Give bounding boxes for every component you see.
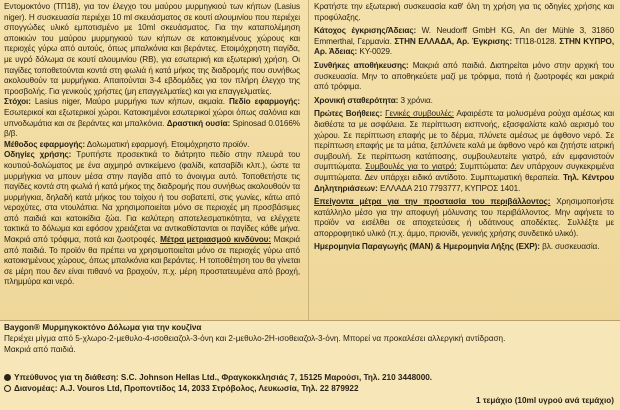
- stability-label: Χρονική σταθερότητα:: [314, 95, 399, 105]
- cyprus-label: ΣΤΗΝ ΚΥΠΡΟ, Αρ. Άδειας:: [314, 36, 614, 57]
- distributor-text: Διανομέας: A.J. Vouros Ltd, Προποντίδος 14, 2033 Στρόβολος, Λευκωσία, Τηλ. 22 879922: [14, 384, 359, 393]
- keep-packaging-text: Κρατήστε την εξωτερική συσκευασία καθ' όλη τη χρήση για τις οδηγίες χρήσης και προφύλαξης.: [314, 2, 614, 22]
- active-text: Spinosad 0.0166% β/β.: [4, 118, 300, 139]
- keep-away-text: Μακριά από παιδιά.: [4, 345, 76, 354]
- stability-text: 3 χρόνια.: [400, 95, 433, 105]
- method-text: Δολωματική εφαρμογή. Ετοιμόχρηστο προϊόν.: [86, 139, 250, 149]
- field-label: Πεδίο εφαρμογής:: [228, 97, 300, 107]
- quantity-text: 1 τεμάχιο (10ml υγρού ανά τεμάχιο): [476, 396, 614, 405]
- distributor-bullet-icon: [4, 385, 11, 392]
- first-aid-text: Αφαιρέστε τα μολυσμένα ρούχα αμέσως και διαθέστε τα με ασφάλεια. Σε περίπτωση εισπνοής, εξασφαλίστε καλό αερισμό του χώρου. Σε περίπτωση επαφής με το δέρμα, πλύνετε αμέσως με άφθονο νερό. Σε περίπτωση επαφής με τα μάτια, ξεπλύνετε καλά με άφθονο νερό και ζητήστε ιατρική συμβουλή. Σε περίπτωση κατάποσης, συμβουλευτείτε γιατρό, εάν εμφανιστούν συμπτώματα.: [314, 109, 614, 172]
- poison-center-text: ΕΛΛΑΔΑ 210 7793777, ΚΥΠΡΟΣ 1401.: [379, 183, 521, 193]
- doctor-advice-text: Συμπτώματα: Δεν υπάρχουν συγκεκριμένα συμπτώματα. Δεν υπάρχει ειδικό αντίδοτο. Συμπτωματική θεραπεία.: [314, 162, 614, 182]
- environment-text: Χρησιμοποιήστε κατάλληλο μέσο για την αποφυγή μόλυνσης του περιβάλλοντος. Μην αφήνετε το προϊόν να εισέλθει σε αποχετεύσεις ή υδάτινους αποδέκτες. Συλλέξτε με απορροφητικό υλικό (π.χ. άμμο, πριονίδι, γενικής χρήσης συνδετικό υλικό).: [314, 197, 614, 238]
- general-advice-label: Γενικές συμβουλές:: [385, 109, 454, 119]
- product-title: Baygon® Μυρμηγκοκτόνο Δόλωμα για την κουζίνα: [4, 323, 202, 332]
- instructions-label: Οδηγίες χρήσης:: [4, 150, 72, 160]
- targets-text: Lasius niger, Μαύρο μυρμήγκι των κήπων, ακμαία.: [34, 97, 225, 107]
- holder-text: W. Neudorff GmbH KG, An der Mühle 3, 31860 Emmerthal, Γερμανία.: [314, 26, 614, 46]
- cyprus-number: ΚΥ-0029.: [359, 47, 392, 57]
- right-column: [314, 2, 614, 253]
- poison-center-label: Τηλ. Κέντρου Δηλητηριάσεων:: [314, 172, 614, 193]
- greece-label: ΣΤΗΝ ΕΛΛΑΔΑ, Αρ. Έγκρισης:: [394, 36, 512, 46]
- holder-label: Κάτοχος έγκρισης/Άδειας:: [314, 26, 417, 36]
- active-label: Δραστική ουσία:: [166, 118, 231, 128]
- dates-label: Ημερομηνία Παραγωγής (ΜΑΝ) & Ημερομηνία Λήξης (EXP):: [314, 242, 540, 252]
- left-column: [4, 2, 300, 288]
- instructions-text: Τρυπήστε προσεκτικά το διάτρητο πεδίο στην πλευρά του κουτιού-δολώματος με ένα αιχμηρό αντικείμενο (φαλίδι, κατσαβίδι κλπ.), ώστε τα μυρμήγκια να μπουν μέσα στην παγίδα από το άνοιγμα αυτό. Τοποθετήστε τις παγίδες κοντά στη φωλιά ή κατά μήκος της διαδρομής που συνήθως ακολουθούν τα μυρμήγκια, δηλαδή κατά μήκος του τοίχου ή του σοβατεπί, στις γωνίες, κάτω από νεροχύτες, στα ντουλάπια. Να χρησιμοποιείται μόνο σε περιοχές μη προσβάσιμες από παιδιά και κατοικίδια ζώα. Για καλύτερη αποτελεσματικότητα, να ελέγχετε τακτικά το δόλωμα και εφόσον χρειάζεται να αντικαθίστανται οι παγίδες κάθε μήνα. Μακριά από τρόφιμα, ποτά και ζωοτροφές.: [4, 150, 301, 245]
- storage-text: Μακριά από παιδιά. Διατηρείται μόνο στην αρχική του συσκευασία. Μην το αποθηκεύετε μαζί με τρόφιμα, ποτά ή ζωοτροφές και μακριά από τρόφιμα.: [314, 60, 614, 92]
- contains-warning: Περιέχει μίγμα από 5-χλωρο-2-μεθυλο-4-ισοθειαζολ-3-όνη και 2-μεθυλο-2Η-ισοθειαζολ-3-όνη. Μπορεί να προκαλέσει αλλεργική αντίδραση.: [4, 334, 506, 343]
- product-description: Εντομοκτόνο (ΤΠ18), για τον έλεγχο του μαύρου μυρμηγκιού των κήπων (Lasius niger). Η συσκευασία περιέχει 10 ml σκευάσματος σε κουτί αλουμινίου που περιέχει σπογγώδες υλικό εμποτισμένο με 10ml σκευάσματος. Για την καταπολέμηση αποικιών του μαύρου μυρμηγκιού των κήπων σε κατοικημένους χώρους και περιοχές γύρω από αυτούς, όπως μπαλκόνια και βεράντες. Ετοιμόχρηστη παγίδα, με υγρό δόλωμα σε κουτί αλουμινίου (RB), για εσωτερική και εξωτερική χρήση. Οι παγίδες τοποθετούνται κοντά στη φωλιά ή κατά μήκος της διαδρομής που συνήθως ακολουθούν τα μυρμήγκια. Απαιτούνται 3-4 εβδομάδες για τον πλήρη έλεγχο της προσβολής. Για γενικούς χρήστες (μη επαγγελματίες) και για επαγγελματίες.: [4, 2, 300, 96]
- risk-text: Μακριά από παιδιά. Το προϊόν θα πρέπει να χρησιμοποιείται μόνο σε περιοχές γύρω από κατοικημένους χώρους, όπως μπαλκόνια και βεράντες. Η τοποθέτηση του θα γίνεται σε μέρη που δεν είναι πιθανό να βραχούν, π.χ. μέρη προστατευμένα από βροχή, πλημμύρα και νερό.: [4, 235, 301, 287]
- storage-label: Συνθήκες αποθήκευσης:: [314, 60, 409, 70]
- targets-label: Στόχοι:: [4, 97, 31, 107]
- responsible-bullet-icon: [4, 374, 11, 381]
- dates-text: βλ. συσκευασία.: [542, 242, 600, 252]
- environment-label: Επείγοντα μέτρα για την προστασία του περιβάλλοντος:: [314, 197, 551, 207]
- column-divider: [308, 0, 309, 320]
- responsible-text: Υπεύθυνος για τη διάθεση: S.C. Johnson Hellas Ltd., Φραγκοκκλησιάς 7, 15125 Μαρούσι, Τηλ. 210 3448000.: [14, 373, 433, 382]
- first-aid-label: Πρώτες Βοήθειες:: [314, 109, 383, 119]
- risk-label: Μέτρα μετριασμού κινδύνου:: [160, 235, 271, 245]
- field-text: Εσωτερικοί και εξωτερικοί χώροι. Κατοικημένοι εσωτερικοί χώροι όπως σαλόνια και υπνοδωμάτια και σε βεράντες και μπαλκόνια.: [4, 107, 300, 128]
- greece-number: ΤΠ18-0128.: [514, 36, 557, 46]
- doctor-advice-label: Συμβουλές για το γιατρό:: [365, 162, 457, 172]
- method-label: Μέθοδος εφαρμογής:: [4, 139, 86, 149]
